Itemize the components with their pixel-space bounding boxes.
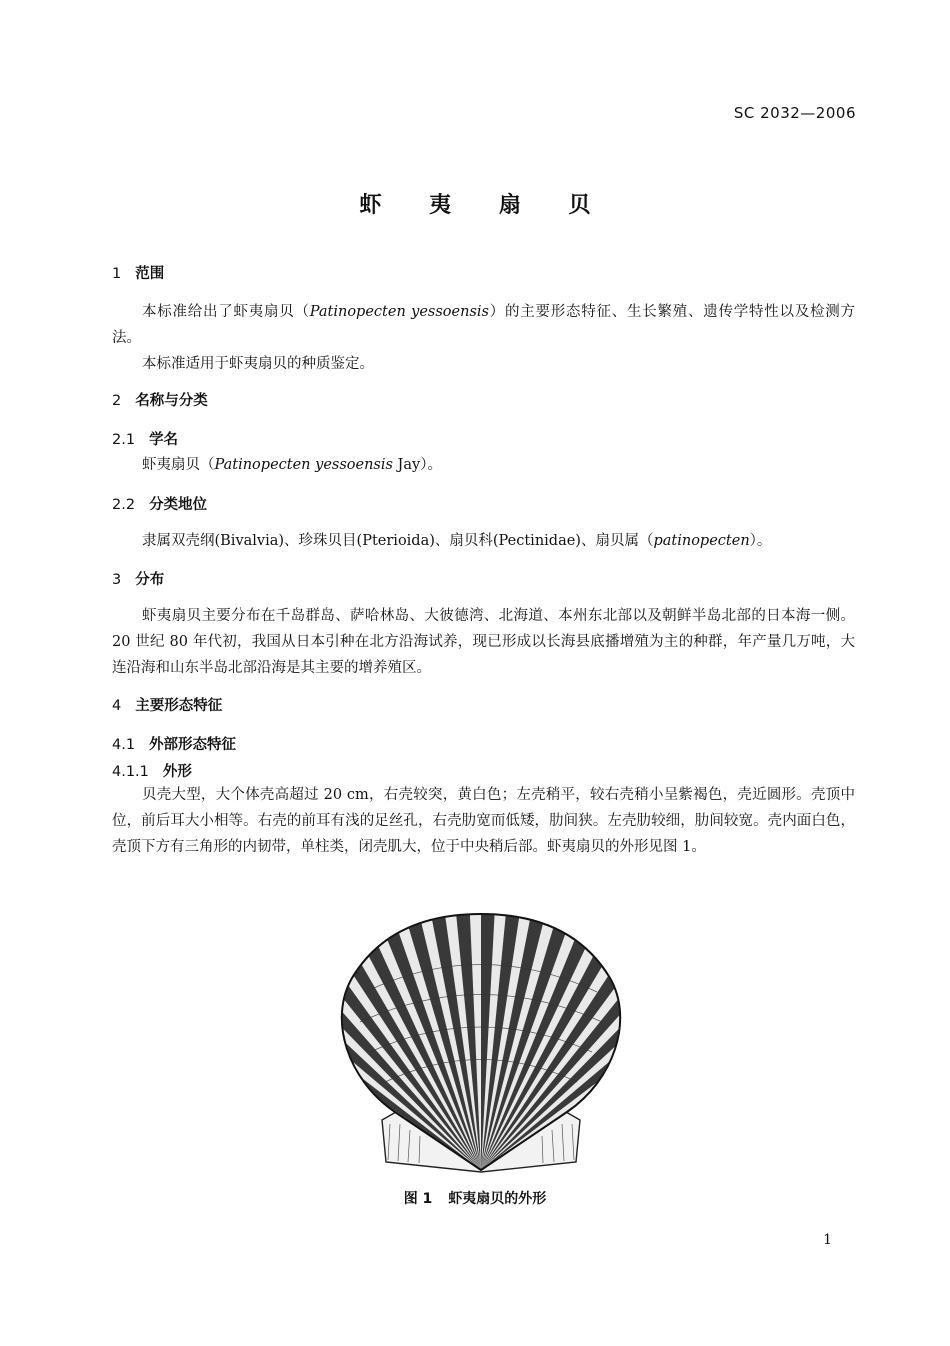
paragraph: 虾夷扇贝主要分布在千岛群岛、萨哈林岛、大彼德湾、北海道、本州东北部以及朝鲜半岛北部的日本海一侧。20 世纪 80 年代初，我国从日本引种在北方沿海试养，现已形成以长海县底播增殖为主的种群，年产量几万吨，大连沿海和山东半岛北部沿海是其主要的增养殖区。 bbox=[112, 608, 855, 676]
heading-4-1-1 bbox=[112, 760, 192, 781]
heading-4 bbox=[112, 694, 222, 715]
text-run: ）的主要形态特征、生长繁殖、遗传学特性以及检测方法。 bbox=[112, 304, 855, 346]
heading-2 bbox=[112, 389, 208, 410]
latin-name: Patinopecten yessoensis bbox=[309, 304, 489, 320]
latin-name: patinopecten bbox=[653, 533, 750, 549]
figure-caption-text: 虾夷扇贝的外形 bbox=[448, 1191, 547, 1207]
heading-4-1 bbox=[112, 733, 236, 754]
heading-number: 4.1 bbox=[112, 737, 136, 753]
heading-number: 2.2 bbox=[112, 497, 136, 513]
heading-number: 2 bbox=[112, 393, 122, 409]
section-2-2-body bbox=[112, 528, 855, 554]
heading-2-1 bbox=[112, 428, 178, 449]
text-run: ）。 bbox=[749, 533, 772, 549]
standard-code: SC 2032—2006 bbox=[733, 104, 856, 122]
heading-text: 范围 bbox=[135, 266, 165, 282]
paragraph: 本标准适用于虾夷扇贝的种质鉴定。 bbox=[142, 356, 374, 372]
heading-number: 4 bbox=[112, 698, 122, 714]
figure-caption bbox=[0, 1188, 950, 1208]
figure-label: 图 1 bbox=[403, 1191, 433, 1207]
text-run: 虾夷扇贝（ bbox=[142, 457, 215, 473]
heading-text: 分类地位 bbox=[149, 497, 208, 513]
heading-text: 名称与分类 bbox=[135, 393, 208, 409]
heading-number: 4.1.1 bbox=[112, 764, 149, 780]
heading-1 bbox=[112, 262, 164, 283]
section-1-body bbox=[112, 299, 855, 377]
scallop-illustration bbox=[330, 912, 632, 1174]
heading-2-2 bbox=[112, 493, 207, 514]
heading-text: 外部形态特征 bbox=[149, 737, 237, 753]
page-number: 1 bbox=[823, 1232, 832, 1248]
heading-number: 3 bbox=[112, 572, 122, 588]
heading-text: 分布 bbox=[135, 572, 165, 588]
paragraph bbox=[112, 299, 855, 351]
heading-text: 外形 bbox=[162, 764, 192, 780]
latin-name: Patinopecten yessoensis bbox=[214, 457, 393, 473]
heading-3 bbox=[112, 568, 164, 589]
heading-number: 2.1 bbox=[112, 432, 136, 448]
heading-text: 学名 bbox=[149, 432, 179, 448]
paragraph bbox=[112, 452, 855, 478]
section-4-1-1-body bbox=[112, 782, 855, 860]
paragraph bbox=[112, 528, 855, 554]
text-run: Jay）。 bbox=[392, 457, 442, 473]
document-title: 虾 夷 扇 贝 bbox=[359, 193, 611, 218]
heading-number: 1 bbox=[112, 266, 122, 282]
section-2-1-body bbox=[112, 452, 855, 478]
text-run: 隶属双壳纲(Bivalvia)、珍珠贝目(Pterioida)、扇贝科(Pectinidae)、扇贝属（ bbox=[142, 533, 654, 549]
paragraph: 贝壳大型，大个体壳高超过 20 cm，右壳较突，黄白色；左壳稍平，较右壳稍小呈紫褐色，壳近圆形。壳顶中位，前后耳大小相等。右壳的前耳有浅的足丝孔，右壳肋宽而低矮，肋间狭。左壳肋较细，肋间较宽。壳内面白色，壳顶下方有三角形的内韧带，单柱类，闭壳肌大，位于中央稍后部。虾夷扇贝的外形见图 1。 bbox=[112, 787, 855, 855]
text-run: 本标准给出了虾夷扇贝（ bbox=[142, 304, 310, 320]
heading-text: 主要形态特征 bbox=[135, 698, 223, 714]
section-3-body bbox=[112, 603, 855, 681]
